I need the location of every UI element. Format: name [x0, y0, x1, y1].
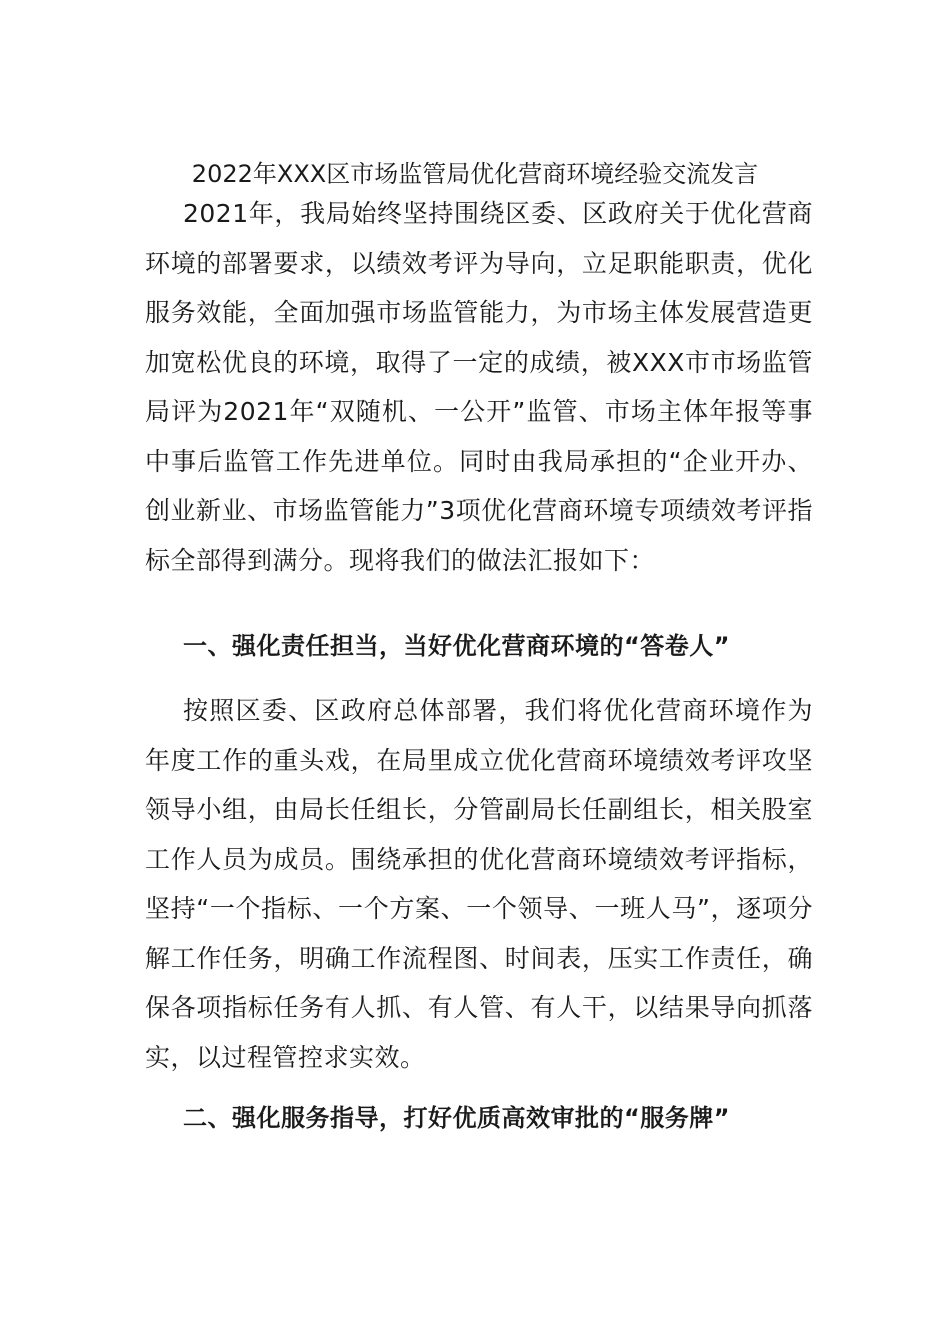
- paragraph-section-1: 按照区委、区政府总体部署，我们将优化营商环境作为年度工作的重头戏，在局里成立优化营商环境绩效考评攻坚领导小组，由局长任组长，分管副局长任副组长，相关股室工作人员为成员。围绕承担的优化营商环境绩效考评指标，坚持“一个指标、一个方案、一个领导、一班人马”，逐项分解工作任务，明确工作流程图、时间表，压实工作责任，确保各项指标任务有人抓、有人管、有人干，以结果导向抓落实，以过程管控求实效。: [145, 696, 813, 1072]
- document-title: 2022年XXX区市场监管局优化营商环境经验交流发言: [191, 160, 759, 188]
- section-heading-2: 二、强化服务指导，打好优质高效审批的“服务牌”: [183, 1104, 731, 1132]
- section-heading-1: 一、强化责任担当，当好优化营商环境的“答卷人”: [183, 632, 731, 660]
- paragraph-intro: 2021年，我局始终坚持围绕区委、区政府关于优化营商环境的部署要求，以绩效考评为导向，立足职能职责，优化服务效能，全面加强市场监管能力，为市场主体发展营造更加宽松优良的环境，取得了一定的成绩，被XXX市市场监管局评为2021年“双随机、一公开”监管、市场主体年报等事中事后监管工作先进单位。同时由我局承担的“企业开办、创业新业、市场监管能力”3项优化营商环境专项绩效考评指标全部得到满分。现将我们的做法汇报如下：: [145, 199, 813, 575]
